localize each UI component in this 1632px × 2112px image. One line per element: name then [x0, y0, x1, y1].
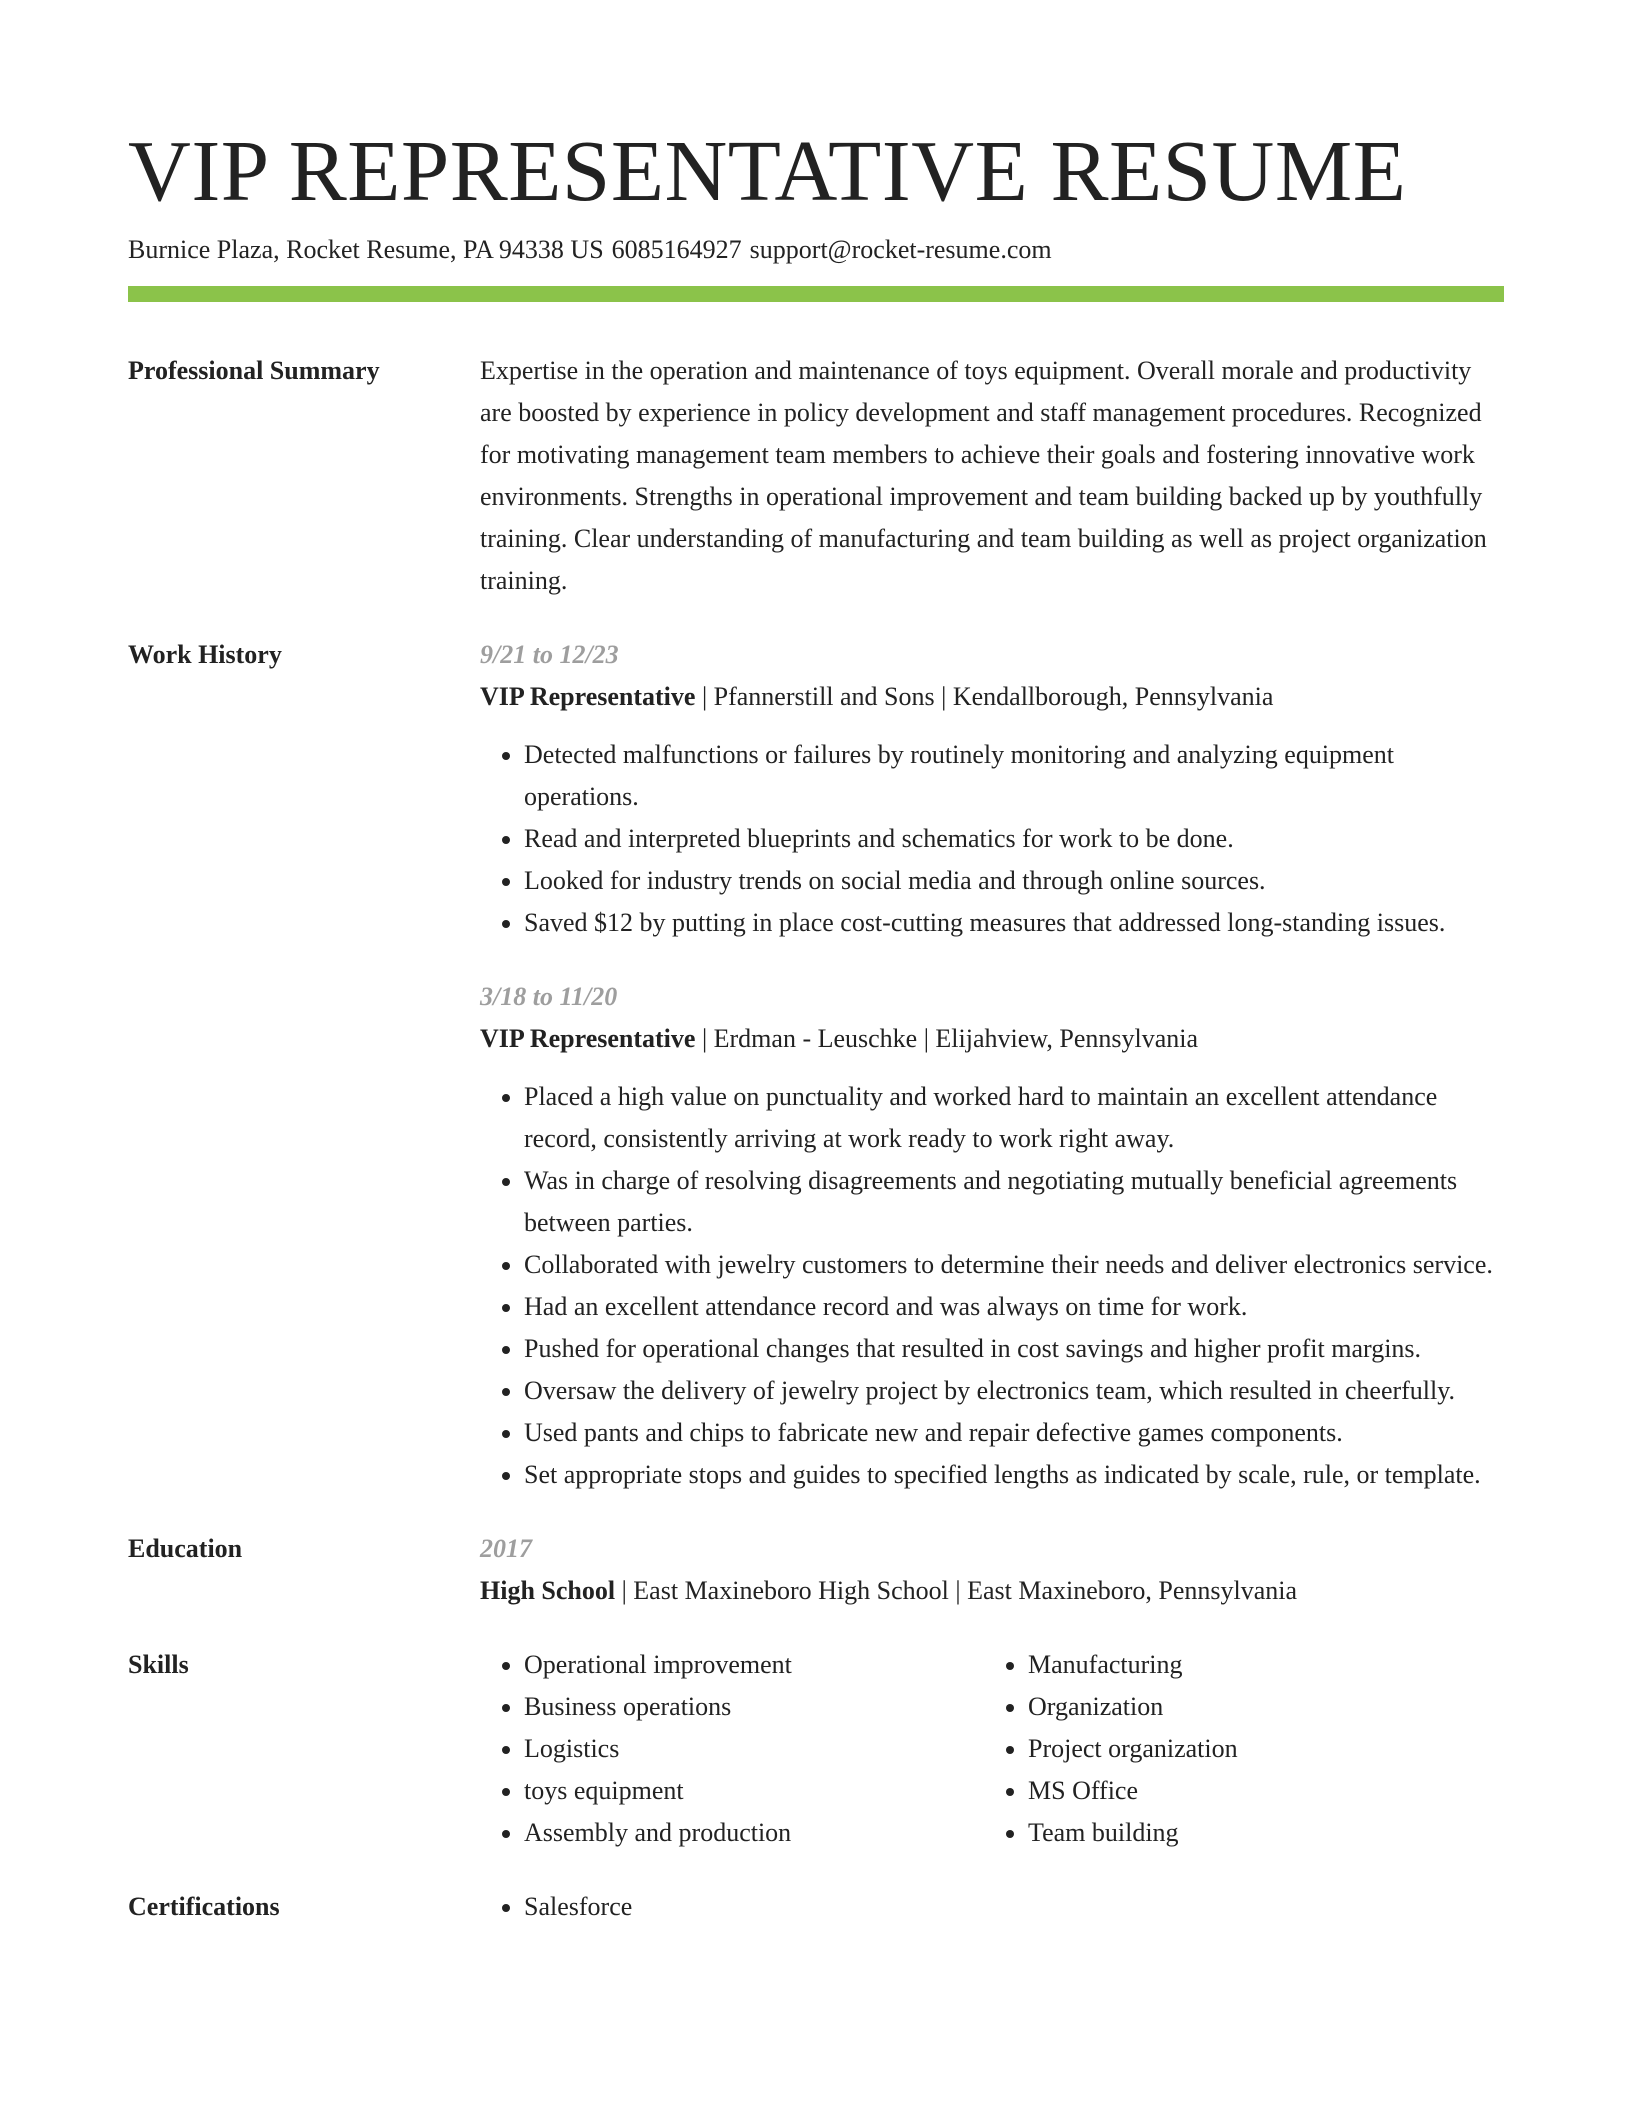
- skill-item: • Logistics: [524, 1728, 984, 1770]
- job-dates: 3/18 to 11/20: [480, 982, 618, 1011]
- section-body: [480, 1886, 1504, 1928]
- job-details: | Erdman - Leuschke | Elijahview, Pennsylvania: [695, 1024, 1199, 1053]
- section-label: Skills: [128, 1650, 189, 1679]
- skill-item: • Team building: [1028, 1812, 1488, 1854]
- section-label: Work History: [128, 640, 282, 669]
- job-role-line: [480, 1018, 1504, 1060]
- section-label: Professional Summary: [128, 356, 380, 385]
- job-entry: [480, 976, 1504, 1496]
- certifications-grid: [480, 1886, 1504, 1928]
- job-dates: 9/21 to 12/23: [480, 640, 619, 669]
- section-work-history: [128, 634, 1504, 1496]
- job-bullet: • Read and interpreted blueprints and schematics for work to be done.: [524, 818, 1504, 860]
- contact-address: Burnice Plaza, Rocket Resume, PA 94338 US: [128, 235, 604, 264]
- education-details: | East Maxineboro High School | East Maxineboro, Pennsylvania: [615, 1576, 1298, 1605]
- section-body: [480, 634, 1504, 1496]
- resume-title: VIP REPRESENTATIVE RESUME: [128, 122, 1407, 219]
- skill-item: • toys equipment: [524, 1770, 984, 1812]
- section-education: [128, 1528, 1504, 1612]
- contact-email: support@rocket-resume.com: [749, 235, 1052, 264]
- summary-text: Expertise in the operation and maintenance of toys equipment. Overall morale and productivity are boosted by experience in policy development and staff management procedures. Recognized for motivating management team members to achieve their goals and fostering innovative work environments. Strengths in operational improvement and team building backed up by youthfully training. Clear understanding of manufacturing and team building as well as project organization training.: [480, 356, 1487, 595]
- job-bullet: • Looked for industry trends on social media and through online sources.: [524, 860, 1504, 902]
- job-role-line: [480, 676, 1504, 718]
- job-bullet: • Placed a high value on punctuality and worked hard to maintain an excellent attendance record, consistently arriving at work ready to work right away.: [524, 1076, 1504, 1160]
- education-degree: High School: [480, 1576, 616, 1605]
- job-bullet: • Oversaw the delivery of jewelry project by electronics team, which resulted in cheerfully.: [524, 1370, 1504, 1412]
- job-bullet: • Was in charge of resolving disagreements and negotiating mutually beneficial agreements between parties.: [524, 1160, 1504, 1244]
- skills-column: [984, 1644, 1488, 1854]
- job-bullet: • Saved $12 by putting in place cost-cutting measures that addressed long-standing issues.: [524, 902, 1504, 944]
- job-bullet: • Detected malfunctions or failures by routinely monitoring and analyzing equipment operations.: [524, 734, 1504, 818]
- job-bullet: • Collaborated with jewelry customers to determine their needs and deliver electronics service.: [524, 1244, 1504, 1286]
- contact-line: [128, 232, 1060, 268]
- education-dates: 2017: [480, 1534, 532, 1563]
- job-bullet: • Pushed for operational changes that resulted in cost savings and higher profit margins.: [524, 1328, 1504, 1370]
- job-bullet: • Set appropriate stops and guides to specified lengths as indicated by scale, rule, or template.: [524, 1454, 1504, 1496]
- skills-grid: [480, 1644, 1504, 1854]
- section-certifications: [128, 1886, 1504, 1928]
- certification-item: • Salesforce: [524, 1886, 984, 1928]
- job-bullets: [480, 734, 1504, 944]
- contact-phone: 6085164927: [611, 235, 742, 264]
- job-role: VIP Representative: [480, 1024, 696, 1053]
- job-role: VIP Representative: [480, 682, 696, 711]
- header-accent-rule: [128, 286, 1504, 302]
- job-bullet: • Used pants and chips to fabricate new and repair defective games components.: [524, 1412, 1504, 1454]
- section-body: [480, 1644, 1504, 1854]
- skills-column: [480, 1644, 984, 1854]
- section-body: [480, 1528, 1504, 1612]
- section-label: Education: [128, 1534, 243, 1563]
- skill-item: • Organization: [1028, 1686, 1488, 1728]
- section-label: Certifications: [128, 1892, 280, 1921]
- section-professional-summary: [128, 350, 1504, 602]
- job-bullet: • Had an excellent attendance record and was always on time for work.: [524, 1286, 1504, 1328]
- job-details: | Pfannerstill and Sons | Kendallborough, Pennsylvania: [695, 682, 1274, 711]
- skill-item: • Project organization: [1028, 1728, 1488, 1770]
- skill-item: • Business operations: [524, 1686, 984, 1728]
- certifications-list: [480, 1886, 984, 1928]
- job-bullets: [480, 1076, 1504, 1496]
- skill-item: • Assembly and production: [524, 1812, 984, 1854]
- skill-item: • MS Office: [1028, 1770, 1488, 1812]
- resume-sections: [128, 350, 1504, 1960]
- job-entry: [480, 634, 1504, 944]
- skill-item: • Manufacturing: [1028, 1644, 1488, 1686]
- education-line: [480, 1570, 1504, 1612]
- skill-item: • Operational improvement: [524, 1644, 984, 1686]
- section-skills: [128, 1644, 1504, 1854]
- section-body: [480, 350, 1504, 602]
